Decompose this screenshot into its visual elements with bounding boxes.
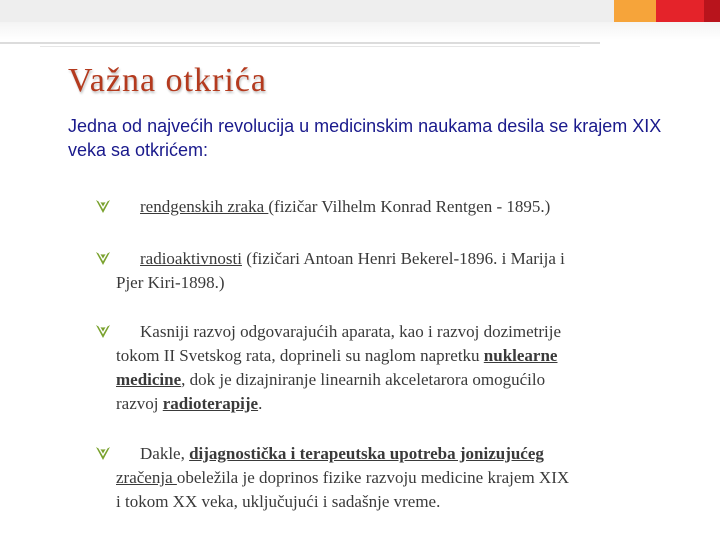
term-nuclear: nuklearne xyxy=(483,346,558,365)
bullet-text: razvoj xyxy=(116,394,163,413)
diamond-bullet-icon xyxy=(94,249,112,267)
diamond-bullet-icon xyxy=(94,444,112,462)
bullet-text: . xyxy=(258,394,263,413)
slide-title: Važna otkrića xyxy=(68,62,267,99)
intro-text: Jedna od najvećih revolucija u medicinskim naukama desila se krajem XIX veka sa otkrićem: xyxy=(68,116,662,160)
diamond-bullet-icon xyxy=(94,322,112,340)
diamond-bullet-icon xyxy=(94,197,112,215)
header-band xyxy=(0,0,720,22)
term-xray: rendgenskih zraka xyxy=(140,197,269,216)
bullet-text: (fizičari Antoan Henri Bekerel-1896. i Marija i xyxy=(241,249,565,268)
term-radiotherapy: radioterapije xyxy=(162,394,259,413)
term-radiation: zračenja xyxy=(116,468,177,487)
decorative-line xyxy=(40,46,580,47)
bullet-item xyxy=(96,195,666,219)
bullet-text: Dakle, xyxy=(140,444,190,463)
accent-block-darkred xyxy=(704,0,720,22)
header-fade xyxy=(0,22,720,40)
term-ionizing: dijagnostička i terapeutska upotreba jonizujućeg xyxy=(189,444,544,463)
bullet-text: , dok je dizajniranje linearnih akceletarora omogućilo xyxy=(181,370,546,389)
bullet-text: tokom II Svetskog rata, doprineli su naglom napretku xyxy=(116,346,484,365)
decorative-line xyxy=(0,42,600,44)
bullet-text: Pjer Kiri-1898.) xyxy=(116,273,225,292)
term-medicine: medicine xyxy=(116,370,182,389)
bullet-text: (fizičar Vilhelm Konrad Rentgen - 1895.) xyxy=(268,197,551,216)
bullet-item xyxy=(96,247,666,295)
bullet-text: obeležila je doprinos fizike razvoju medicine krajem XIX xyxy=(176,468,570,487)
bullet-text: i tokom XX veka, uključujući i sadašnje vreme. xyxy=(116,492,441,511)
bullet-item xyxy=(96,442,666,514)
accent-block-orange xyxy=(614,0,656,22)
bullet-text: Kasniji razvoj odgovarajućih aparata, kao i razvoj dozimetrije xyxy=(140,322,562,341)
accent-block-red xyxy=(656,0,704,22)
bullet-item xyxy=(96,320,666,416)
term-radioactivity: radioaktivnosti xyxy=(140,249,242,268)
